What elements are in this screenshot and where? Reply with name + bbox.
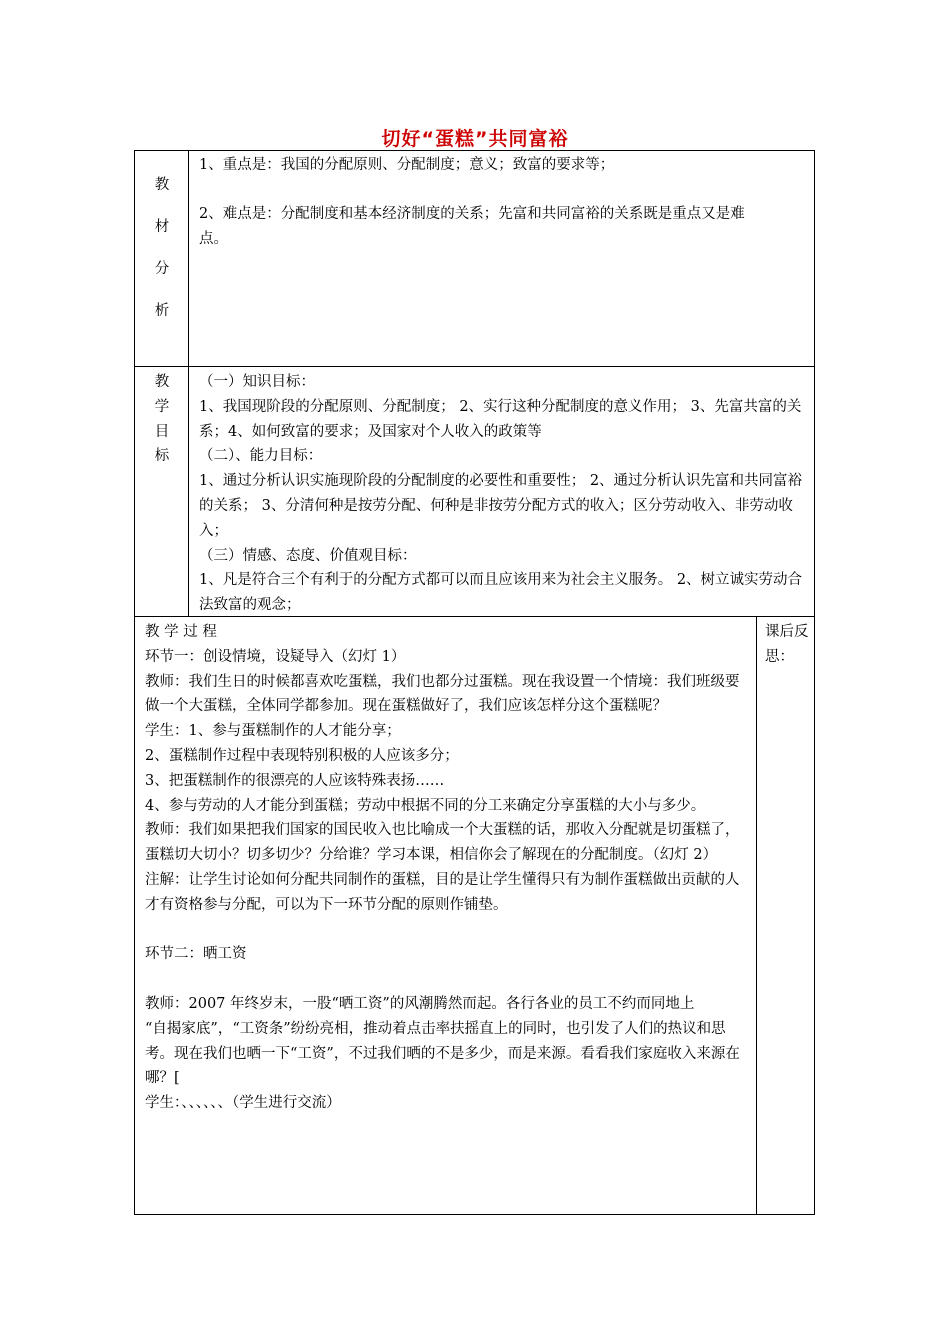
blank-line (145, 967, 751, 992)
blank-line (145, 918, 751, 943)
reflection-label: 课后反思： (765, 624, 809, 665)
student-point-1: 学生：1、参与蛋糕制作的人才能分享； (145, 723, 401, 740)
student-point-2: 2、蛋糕制作过程中表现特别积极的人应该多分； (145, 747, 459, 764)
reflection-column-divider (756, 616, 757, 1214)
knowledge-goal-text: 1、我国现阶段的分配原则、分配制度； 2、实行这种分配制度的意义作用； 3、先富共富的关系；4、如何致富的要求；及国家对个人收入的政策等 (199, 398, 802, 440)
teacher-salary-intro: 教师：2007 年终岁末，一股“晒工资”的风潮腾然而起。各行各业的员工不约而同地上 (145, 995, 695, 1012)
section1-content (199, 153, 747, 251)
section3-content (145, 620, 751, 1116)
teacher-intro: 教师：我们生日的时候都喜欢吃蛋糕，我们也都分过蛋糕。现在我设置一个情境：我们班级要做一个大蛋糕，全体同学都参加。现在蛋糕做好了，我们应该怎样分这个蛋糕呢？ (145, 673, 740, 715)
label-char: 材 (154, 219, 170, 235)
ability-goal-heading: （二）、能力目标： (199, 448, 323, 465)
analysis-difficult-points: 2、难点是：分配制度和基本经济制度的关系；先富和共同富裕的关系既是重点又是难点。 (199, 205, 745, 247)
label-column-divider (188, 151, 189, 616)
section2-label (147, 370, 177, 469)
blank-line (199, 178, 747, 202)
student-point-3: 3、把蛋糕制作的很漂亮的人应该特殊表扬…… (145, 772, 445, 789)
document-title: 切好“蛋糕”共同富裕 (381, 128, 569, 150)
step1-heading: 环节一：创设情境，设疑导入（幻灯 1） (145, 648, 406, 665)
label-char: 析 (154, 303, 170, 319)
values-goal-text: 1、凡是符合三个有利于的分配方式都可以而且应该用来为社会主义服务。 2、树立诚实劳动合法致富的观念； (199, 572, 803, 614)
label-char: 学 (154, 398, 170, 415)
label-char: 分 (154, 261, 170, 277)
student-point-4: 4、参与劳动的人才能分到蛋糕；劳动中根据不同的分工来确定分享蛋糕的大小与多少。 (145, 797, 706, 814)
label-char: 教 (154, 374, 170, 390)
label-char: 标 (154, 448, 170, 465)
values-goal-heading: （三）情感、态度、价值观目标： (199, 547, 417, 564)
lesson-table (134, 150, 815, 1215)
section1-label (147, 173, 177, 341)
label-char: 教 (154, 177, 170, 193)
knowledge-goal-heading: （一）知识目标： (199, 374, 315, 390)
label-char: 目 (154, 423, 170, 440)
annotation-note: 注解：让学生讨论如何分配共同制作的蛋糕，目的是让学生懂得只有为制作蛋糕做出贡献的人才有资格参与分配，可以为下一环节分配的原则作铺垫。 (145, 871, 740, 913)
teacher-salary-detail: “自揭家底”，“工资条”纷纷亮相，推动着点击率扶摇直上的同时，也引发了人们的热议和思考。现在我们也晒一下“工资”，不过我们晒的不是多少，而是来源。看看我们家庭收入来源在哪？[ (145, 1020, 740, 1087)
student-exchange: 学生：、、、、、、（学生进行交流） (145, 1095, 341, 1112)
section2-content (199, 370, 811, 618)
ability-goal-text: 1、通过分析认识实施现阶段的分配制度的必要性和重要性； 2、通过分析认识先富和共同富裕的关系； 3、分清何种是按劳分配、何种是非按劳分配方式的收入；区分劳动收入、非劳动收入； (199, 473, 803, 539)
teacher-explain: 教师：我们如果把我们国家的国民收入也比喻成一个大蛋糕的话，那收入分配就是切蛋糕了，蛋糕切大切小？切多切少？分给谁？学习本课，相信你会了解现在的分配制度。（幻灯 2） (145, 822, 740, 864)
row-divider-1 (135, 366, 814, 367)
process-heading: 教 学 过 程 (145, 624, 217, 640)
analysis-key-points: 1、重点是：我国的分配原则、分配制度；意义；致富的要求等； (199, 157, 615, 173)
step2-heading: 环节二：晒工资 (145, 946, 247, 963)
